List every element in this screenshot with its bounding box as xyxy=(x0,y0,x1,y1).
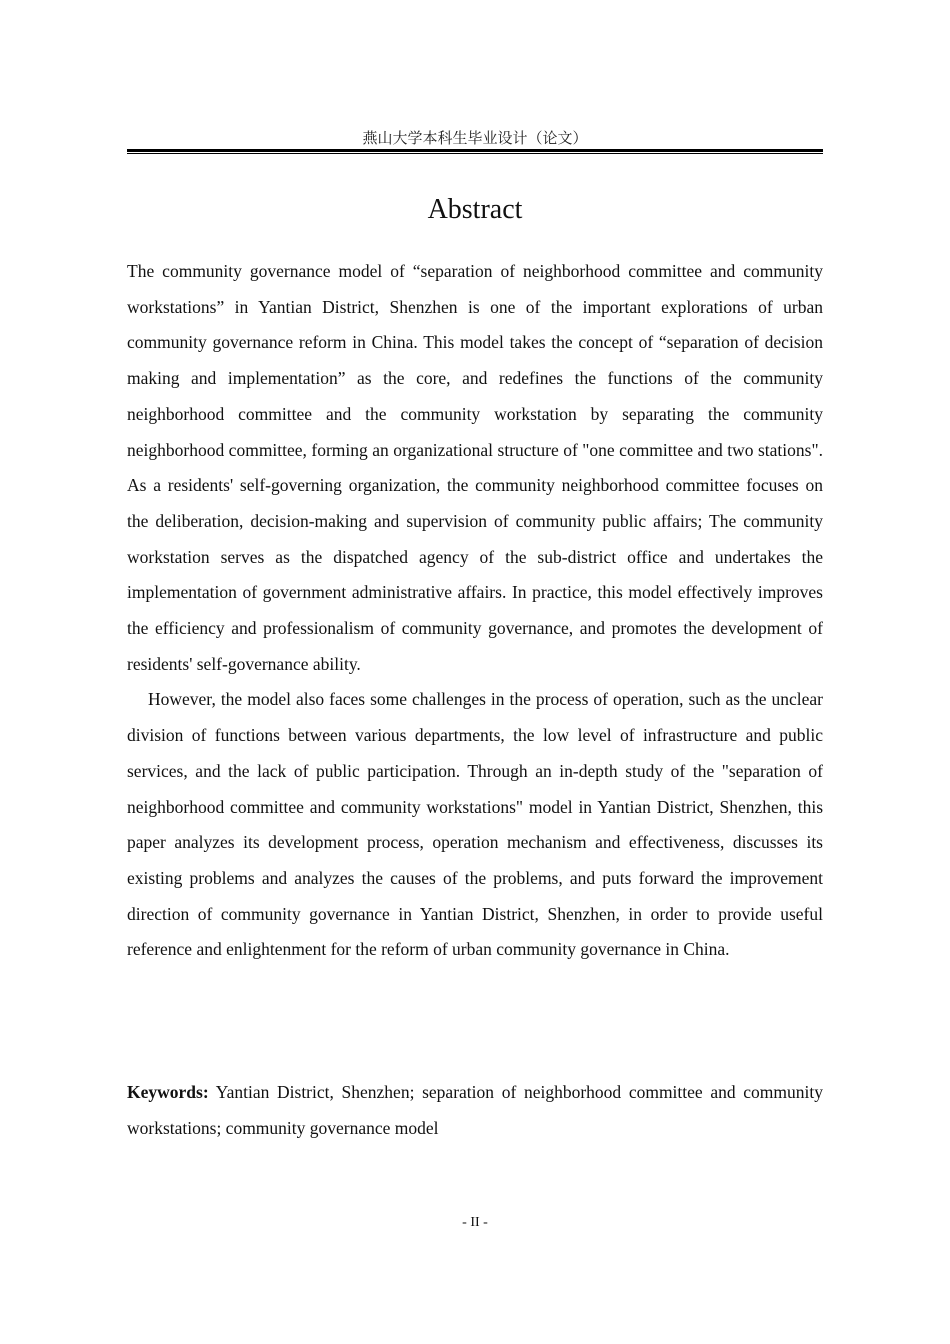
abstract-title: Abstract xyxy=(427,194,523,225)
header-rule xyxy=(127,149,823,155)
running-header: 燕山大学本科生毕业设计（论文） xyxy=(362,129,588,147)
abstract-paragraph-1: The community governance model of “separation of neighborhood committee and community workstations” in Yantian District, Shenzhen is one of the important explorations of urban community governance reform in China. This model takes the concept of “separation of decision making and implementation” as the core, and redefines the functions of the community neighborhood committee and the community workstation by separating the community neighborhood committee, forming an organizational structure of "one committee and two stations". As a residents' self-governing organization, the community neighborhood committee focuses on the deliberation, decision-making and supervision of community public affairs; The community workstation serves as the dispatched agency of the sub-district office and undertakes the implementation of government administrative affairs. In practice, this model effectively improves the efficiency and professionalism of community governance, and promotes the development of residents' self-governance ability. xyxy=(127,261,823,674)
keywords-section xyxy=(127,1075,823,1146)
header-rule-thin xyxy=(127,153,823,154)
keywords-label: Keywords: xyxy=(127,1082,209,1102)
header-rule-thick xyxy=(127,149,823,152)
page-number: - II - xyxy=(462,1215,488,1230)
abstract-body xyxy=(127,254,823,968)
keywords-text: Yantian District, Shenzhen; separation of neighborhood committee and community workstations; community governance model xyxy=(127,1082,824,1138)
abstract-paragraph-2: However, the model also faces some challenges in the process of operation, such as the unclear division of functions between various departments, the low level of infrastructure and public services, and the lack of public participation. Through an in-depth study of the "separation of neighborhood committee and community workstations" model in Yantian District, Shenzhen, this paper analyzes its development process, operation mechanism and effectiveness, discusses its existing problems and analyzes the causes of the problems, and puts forward the improvement direction of community governance in Yantian District, Shenzhen, in order to provide useful reference and enlightenment for the reform of urban community governance in China. xyxy=(127,689,823,960)
